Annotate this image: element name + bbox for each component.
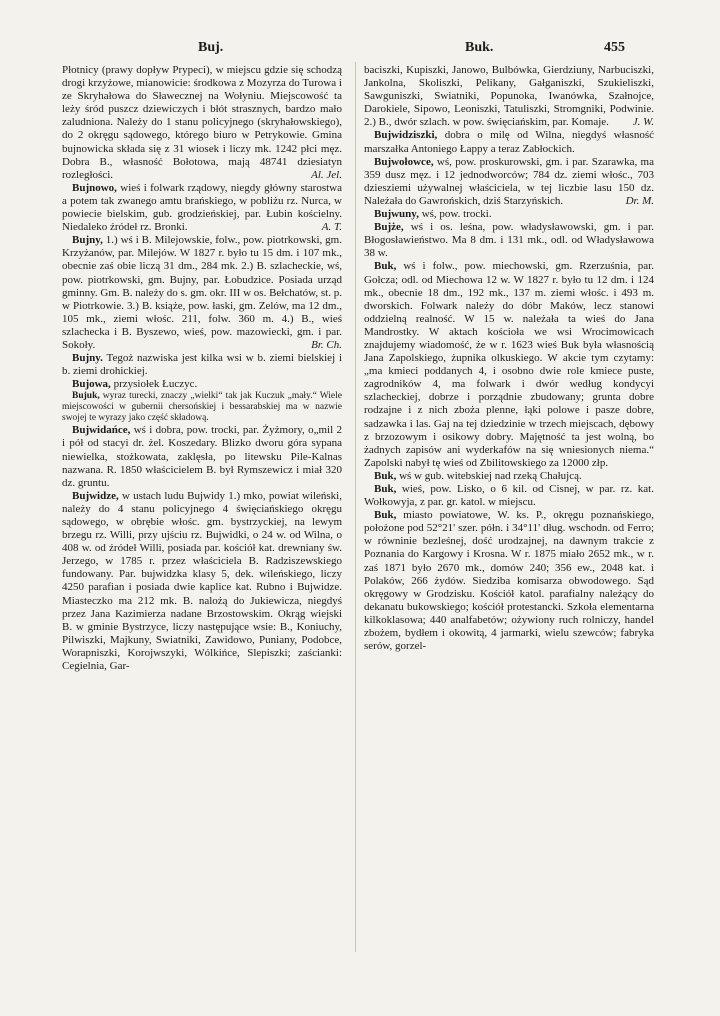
- dictionary-entry: [62, 182, 342, 234]
- entry-signature: Al. Jel.: [311, 168, 342, 181]
- running-head-middle: Buk.: [465, 40, 494, 55]
- entry-signature: Dr. M.: [625, 194, 654, 207]
- entry-text: wyraz turecki, znaczy „wielki“ tak jak Kuczuk „mały.“ Wiele miejscowości w gubernii chersońskiej i bessarabskiej ma w nazwie swojej te wyrazy jako część składową.: [62, 391, 342, 424]
- entry-headword: Bujnowo,: [72, 181, 117, 194]
- entry-text: 1.) wś i B. Milejowskie, folw., pow. piotrkowski, gm. Krzyżanów, par. Milejów. W 1827 r. było tu 15 dm. i 107 mk., obecnie zaś obie liczą 31 dm., 284 mk. 2.) B. szlacheckie, wś, pow. piotrkowski, gm. Bujny, par. Łobudzice. Posiada urząd gminny. Gm. B. należy do s. gm. okr. III w os. Bełchatów, st. p. w Piotrkowie. 3.) B. książe, pow. łaski, gm. Zelów, ma 12 dm., 105 mk., ziemi włośc. 211, folw. 360 m. 4.) B., wieś szlachecka i B. Byszewo, wieś, pow. mazowiecki, gm. i par. Sokoły.: [62, 234, 342, 351]
- entry-signature: A. T.: [321, 221, 342, 234]
- entry-headword: Bujwidziszki,: [374, 129, 438, 142]
- entry-headword: Bujwołowce,: [374, 155, 434, 168]
- dictionary-entry: [62, 391, 342, 424]
- entry-headword: Bujwuny,: [374, 208, 419, 221]
- column-divider: [355, 62, 356, 952]
- dictionary-entry: [364, 260, 654, 470]
- entry-headword: Bujuk,: [72, 391, 100, 402]
- running-head-left: Buj.: [198, 40, 224, 55]
- entry-text: Płotnicy (prawy dopływ Prypeci), w miejscu gdzie się schodzą drogi krzyżowe, mianowicie: środkowa z Mozyrza do Turowa i ze Skryhałowa do Sławecznej na Wołyniu. Miejscowość ta leży śród puszcz dziewiczych i błót strasznych, bardzo mało zaludniona. Należy do 1 stanu policyjnego (skryhałowskiego), do 2 okręgu sądowego, którego biuro w Petrykowie. Gmina bujnowicka składa się z 31 wiosek i liczy mk. 1242 płci męz. Dobra B., własność Bołotowa, mają 48741 dziesiatyn rozległości.: [62, 64, 342, 181]
- entry-headword: Bujowa,: [72, 378, 111, 391]
- left-column: [62, 64, 342, 673]
- entry-text: miasto powiatowe, W. ks. P., okręgu poznańskiego, położone pod 52°21' szer. półn. i 34°11' dług. wschodn. od Ferro; w równinie bezleśnej, dość urodzajnej, na dawnym trakcie z Poznania do Kargowy i Krosna. W r. 1875 miało 2652 mk., w r. zaś 1871 było 2670 mk., domów 240; 356 ew., 2048 kat. i Polaków, 266 żydów. Siedziba komisarza obwodowego. Sąd okręgowy w Grodzisku. Kościół katol. parafialny należący do dekanatu bukowskiego; kościół protestancki. Szkoła elementarna kilkoklasowa; 440 analfabetów; ożywiony ruch rolniczy, handel zbożem, bydłem i okowitą, 4 jarmarki, wielu szewców; fabryka serów, gorzel-: [364, 509, 654, 653]
- dictionary-entry: [364, 483, 654, 509]
- dictionary-entry: [364, 129, 654, 155]
- dictionary-entry: [364, 470, 654, 483]
- entry-headword: Bujny.: [72, 352, 103, 365]
- entry-headword: Buk,: [374, 469, 397, 482]
- entry-text: przysiołek Łuczyc.: [110, 378, 198, 391]
- entry-headword: Bujże,: [374, 221, 404, 234]
- dictionary-entry: [364, 64, 654, 129]
- entry-headword: Bujwidze,: [72, 489, 119, 502]
- dictionary-entry: [62, 378, 342, 391]
- right-column: [364, 64, 654, 653]
- entry-text: w ustach ludu Bujwidy 1.) mko, powiat wileński, należy do 4 stanu policyjnego 4 święciańskiego okręgu sądowego, w obrębie włośc. gm. bystrzyckiej, na lewym brzegu rz. Willi, przy ujściu rz. Bujwidki, o 24 w. od Wilna, o 408 w. od źródeł Willi, posiada par. kościół kat. drewniany św. Jerzego, w 1785 r. przez właściciela B. Radziszewskiego fundowany. Par. bujwidzka klasy 5, dek. wileńskiego, liczy 4250 parafian i posiada dwie kaplice kat. Rubno i Bujwidze. Miasteczko ma 212 mk. B. nalożą do Jukiewicza, niegdyś przez Jana Kazimierza nadane Brzostowskim. Okrąg wiejski B. w gminie Bystrzyce, liczy następujące wsie: B., Koniuchy, Pilwiszki, Majkuny, Swiatniki, Zawidowo, Puniany, Podobce, Worapniszki, Korojwszyki, Wólkińce, Slepiszki; zaścianki: Cegielnia, Gar-: [62, 489, 342, 673]
- entry-headword: Bujwidańce,: [72, 424, 131, 437]
- entry-text: wieś i folwark rządowy, niegdy główny starostwa a potem tak zwanego amtu brańskiego, w pobliżu rz. Nurca, w powiecie bielskim, gub. grodzieńskiej, par. Łubin kościelny. Niedaleko źródeł rz. Bronki.: [62, 181, 342, 234]
- dictionary-entry: [62, 64, 342, 182]
- entry-text: wś i dobra, pow. trocki, par. Żyżmory, o„mil 2 i pół od stacyi dr. żel. Koszedary. Blizko dworu góra sypana niewielka, stożkowata, zaklęsła, po litewsku Pile-Kalnas nazwana. R. 1850 właścicielem B. był Rymszewicz i miał 320 dz. gruntu.: [62, 424, 342, 489]
- dictionary-entry: [364, 208, 654, 221]
- dictionary-entry: [62, 490, 342, 673]
- entry-text: wieś, pow. Lisko, o 6 kil. od Cisnej, w par. rz. kat. Wołkowyja, z par. gr. katol. w miejscu.: [364, 483, 654, 509]
- dictionary-entry: [364, 509, 654, 653]
- dictionary-entry: [62, 234, 342, 352]
- dictionary-entry: [62, 424, 342, 489]
- entry-text: baciszki, Kupiszki, Janowo, Bulbówka, Gierdziuny, Narbuciszki, Jankolna, Skoliszki, Pelikany, Gałganiszki, Szukieliszki, Sawguniszki, Swiatniki, Popunoka, Iwanówka, Szałnojce, Darokiele, Sipowo, Leoniszki, Tatuliszki, Stromgniki, Podwinie. 2.) B., dwór szlach. w pow. święciańskim, par. Komaje.: [364, 64, 654, 129]
- entry-text: Tegoż nazwiska jest kilka wsi w b. ziemi bielskiej i b. ziemi drohickiej.: [62, 352, 342, 378]
- entry-signature: J. W.: [632, 116, 654, 129]
- entry-headword: Bujny,: [72, 234, 103, 247]
- entry-text: wś i os. leśna, pow. władysławowski, gm. i par. Błogosławieństwo. Ma 8 dm. i 131 mk., odl. od Władysławowa 38 w.: [364, 221, 654, 260]
- entry-headword: Buk,: [374, 509, 397, 522]
- entry-headword: Buk,: [374, 483, 397, 495]
- dictionary-entry: [62, 352, 342, 378]
- entry-text: wś, pow. proskurowski, gm. i par. Szarawka, ma 359 dusz męz. i 12 jednodworców; 784 dz. ziemi włośc., 703 dziesziemi używalnej właściciela, w tej liczbie lasu 150 dz. Należała do Gawrońskich, dziś Starzyńskich.: [364, 155, 654, 207]
- entry-headword: Buk,: [374, 260, 397, 273]
- dictionary-entry: [364, 156, 654, 208]
- entry-text: wś w gub. witebskiej nad rzeką Chałujcą.: [396, 469, 582, 482]
- entry-text: wś, pow. trocki.: [418, 208, 492, 221]
- page-number: 455: [604, 40, 625, 55]
- entry-text: wś i folw., pow. miechowski, gm. Rzerzuśnia, par. Gołcza; odl. od Miechowa 12 w. W 1827 r. było tu 12 dm. i 124 mk., obecnie 18 dm., 192 mk., 137 m. ziemi włośc. i 493 m. dworskich. Folwark należy do dóbr Maków, lecz stanowi oddzielną realność. W 15 w. należała ta wieś do Jana Mandrostky. W aktach kościoła we wsi Wrocimowicach znajdujemy wiadomość, że w r. 1623 wieś Buk była własnością Jana Zapolskiego, żupnika olkuskiego. W akcie tym czytamy: „ma kmieci poddanych 4, i osobno dwie role kmiece puste, zagrodników 4, ma folwark i dwór według kondycyi szlacheckiej, dobrze i porządnie zbudowany; grunta dobre rodzajne i z nich zboża plenne, łąki polowe i pasze dobre, sadzawka i las. Gaj na tej dziedzinie w trzech miejscach, dębowy z brzozowym i osikowy dobry. Majętność ta jest wolną, bo żadnych zapisów ani wyderkafów na się wniesionych niema.“ Zapolski nabył tę wieś od Zbilitowskiego za 12000 złp.: [364, 260, 654, 469]
- dictionary-entry: [364, 221, 654, 260]
- entry-signature: Br. Ch.: [311, 338, 342, 351]
- entry-text: dobra o milę od Wilna, niegdyś własność marszałka Antoniego Łappy a teraz Zabłockich.: [364, 129, 654, 155]
